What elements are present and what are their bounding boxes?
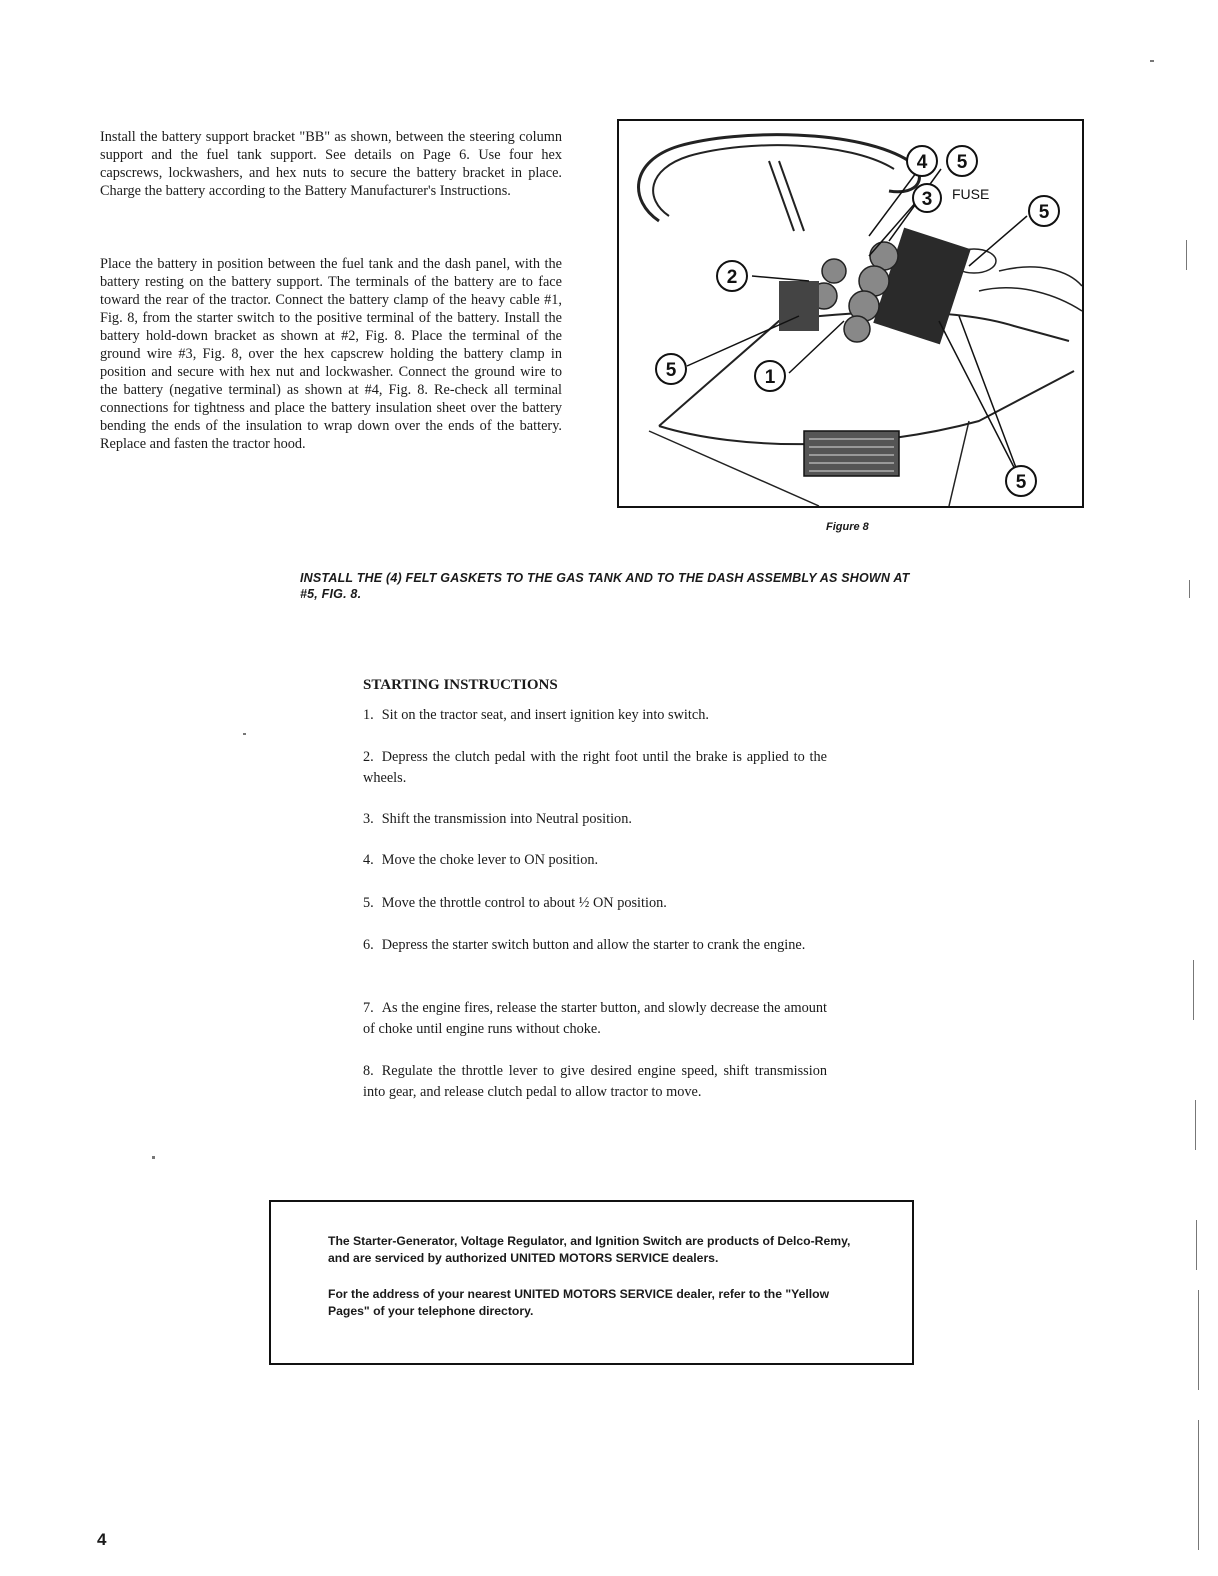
scan-mark <box>1198 1290 1199 1390</box>
callout-label: 5 <box>1015 472 1027 493</box>
service-notice-paragraph: The Starter-Generator, Voltage Regulator, and Ignition Switch are products of Delco-Remy, and are serviced by authorized UNITED MOTORS SERVICE dealers. <box>328 1234 851 1265</box>
scan-mark <box>1195 1100 1196 1150</box>
scan-mark <box>1198 1420 1199 1550</box>
starting-step: 6. Depress the starter switch button and allow the starter to crank the engine. <box>363 937 806 953</box>
scan-mark <box>152 1156 155 1159</box>
scan-mark <box>243 733 246 735</box>
starting-step: 8. Regulate the throttle lever to give desired engine speed, shift transmission into gear, and release clutch pedal to allow tractor to move. <box>363 1063 827 1100</box>
figure-8-illustration <box>617 119 1084 508</box>
starting-step: 1. Sit on the tractor seat, and insert ignition key into switch. <box>363 707 709 723</box>
starting-step: 2. Depress the clutch pedal with the right foot until the brake is applied to the wheels. <box>363 749 827 786</box>
scan-mark <box>1186 240 1187 270</box>
scan-mark <box>1196 1220 1197 1270</box>
dealer-address-paragraph: For the address of your nearest UNITED MOTORS SERVICE dealer, refer to the "Yellow Pages" of your telephone directory. <box>328 1287 830 1318</box>
callout-label: 5 <box>665 360 677 381</box>
scan-mark <box>1193 960 1194 1020</box>
callout-label: 1 <box>764 367 776 388</box>
callout-label: 2 <box>726 267 738 288</box>
gasket-note: INSTALL THE (4) FELT GASKETS TO THE GAS TANK AND TO THE DASH ASSEMBLY AS SHOWN AT #5, FIG. 8. <box>300 571 910 601</box>
dash-grille <box>804 431 899 476</box>
battery-installation-drawing <box>619 121 1082 506</box>
callout-label: 4 <box>916 152 928 173</box>
starting-step: 5. Move the throttle control to about ½ ON position. <box>363 895 667 911</box>
starting-step: 4. Move the choke lever to ON position. <box>363 852 599 868</box>
battery-bracket-paragraph: Install the battery support bracket "BB" as shown, between the steering column support and the fuel tank support. See details on Page 6. Use four hex capscrews, lockwashers, and hex nuts to secure the battery bracket in place. Charge the battery according to the Battery Manufacturer's Instructions. <box>100 129 562 199</box>
callout-label: 5 <box>1038 202 1050 223</box>
callout-label: 3 <box>921 189 933 210</box>
fuse-label: FUSE <box>952 186 990 202</box>
callout-label: 5 <box>956 152 968 173</box>
starting-step: 3. Shift the transmission into Neutral position. <box>363 811 632 827</box>
service-notice-box <box>269 1200 914 1365</box>
scan-mark <box>1150 60 1154 62</box>
steering-wheel-shape <box>639 135 920 221</box>
starting-instructions-title: STARTING INSTRUCTIONS <box>363 677 558 693</box>
page-number: 4 <box>97 1530 107 1549</box>
scan-mark <box>1189 580 1190 598</box>
battery-placement-paragraph: Place the battery in position between the fuel tank and the dash panel, with the battery resting on the battery support. The terminals of the battery are to face toward the rear of the tractor. Connect the battery clamp of the heavy cable #1, Fig. 8, from the starter switch to the positive terminal of the battery. Install the battery hold-down bracket as shown at #2, Fig. 8. Place the terminal of the ground wire #3, Fig. 8, over the hex capscrew holding the battery clamp in position and secure with hex nut and lockwasher. Connect the ground wire to the battery (negative terminal) as shown at #4, Fig. 8. Re-check all terminal connections for tightness and place the battery insulation sheet over the battery bending the ends of the insulation to wrap down over the ends of the battery. Replace and fasten the tractor hood. <box>100 256 562 452</box>
starting-step: 7. As the engine fires, release the starter button, and slowly decrease the amount of choke until engine runs without choke. <box>363 1000 827 1037</box>
figure-caption: Figure 8 <box>826 521 869 533</box>
